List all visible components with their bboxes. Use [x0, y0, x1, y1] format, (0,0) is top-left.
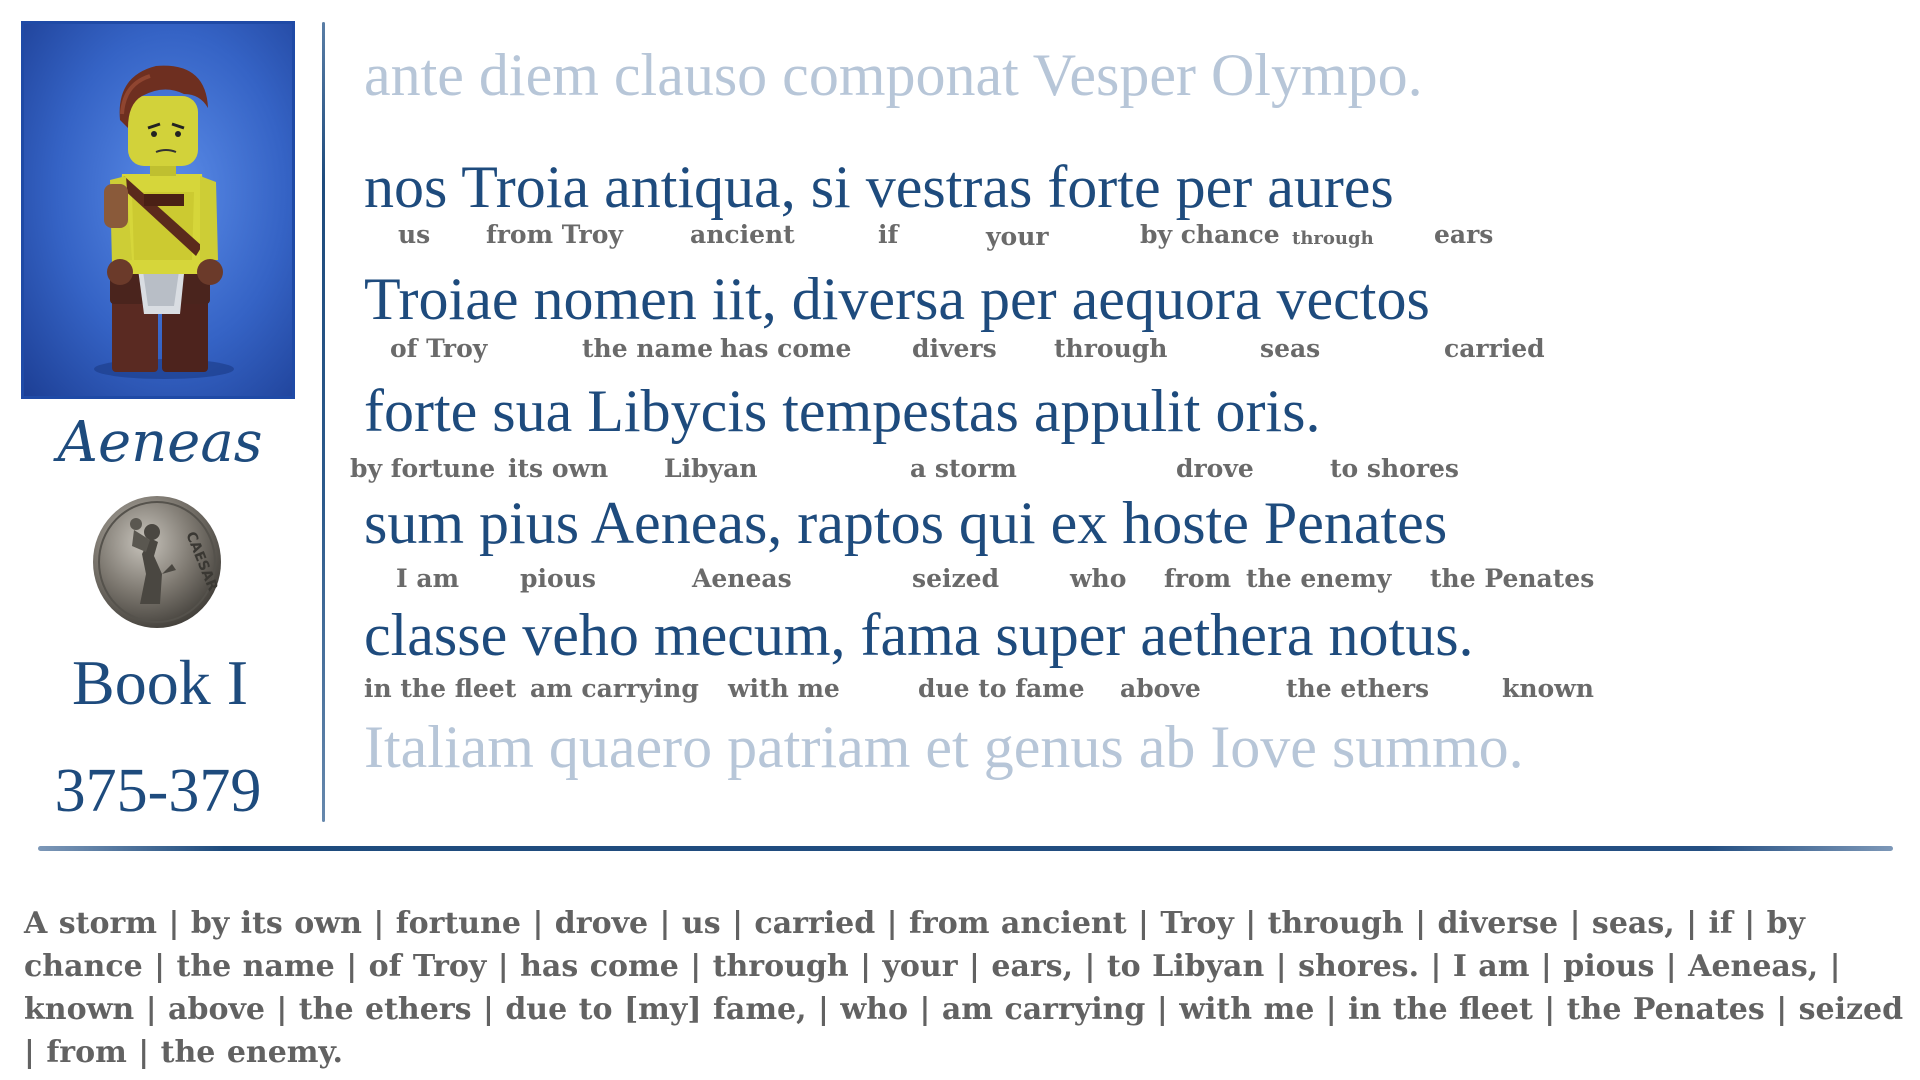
- gloss: Aeneas: [692, 564, 792, 593]
- gloss: its own: [508, 454, 609, 483]
- gloss: carried: [1444, 334, 1545, 363]
- verse-line-377: forte sua Libycis tempestas appulit oris.: [364, 378, 1321, 444]
- gloss: drove: [1176, 454, 1254, 483]
- minifigure-image: [24, 24, 292, 396]
- gloss: am carrying: [530, 674, 699, 703]
- gloss: through: [1054, 334, 1168, 363]
- gloss: us: [398, 220, 431, 249]
- gloss: the Penates: [1430, 564, 1595, 593]
- gloss: I am: [396, 564, 460, 593]
- gloss: pious: [520, 564, 596, 593]
- gloss: due to fame: [918, 674, 1085, 703]
- gloss: by fortune: [350, 454, 496, 483]
- verse-line-375: nos Troia antiqua, si vestras forte per aures: [364, 154, 1394, 220]
- gloss: by chance: [1140, 220, 1280, 249]
- aeneas-portrait: [24, 24, 292, 396]
- horizontal-divider: [38, 846, 1893, 851]
- coin-inscription: CAESAR: [182, 529, 221, 594]
- vertical-divider: [322, 22, 325, 822]
- gloss: through: [1292, 228, 1374, 249]
- gloss: to shores: [1330, 454, 1460, 483]
- gloss: from Troy: [486, 220, 623, 249]
- verse-line-379: classe veho mecum, fama super aethera notus.: [364, 602, 1474, 668]
- book-label: Book I: [72, 647, 248, 718]
- gloss: from: [1164, 564, 1232, 593]
- gloss: the ethers: [1286, 674, 1430, 703]
- gloss: ears: [1434, 220, 1494, 249]
- verse-line-378: sum pius Aeneas, raptos qui ex hoste Penates: [364, 490, 1448, 556]
- gloss: divers: [912, 334, 997, 363]
- gloss: the enemy: [1246, 564, 1392, 593]
- gloss: the name: [582, 334, 714, 363]
- verse-line-376: Troiae nomen iit, diversa per aequora vectos: [364, 266, 1430, 332]
- context-line-before: ante diem clauso componat Vesper Olympo.: [364, 42, 1423, 108]
- gloss: a storm: [910, 454, 1017, 483]
- line-range: 375-379: [54, 757, 262, 825]
- gloss: in the fleet: [364, 674, 517, 703]
- gloss: seized: [912, 564, 1000, 593]
- gloss: your: [986, 222, 1049, 251]
- gloss: ancient: [690, 220, 795, 249]
- gloss: with me: [728, 674, 840, 703]
- gloss: if: [878, 220, 899, 249]
- gloss: known: [1502, 674, 1594, 703]
- english-translation: A storm | by its own | fortune | drove | us | carried | from ancient | Troy | through | diverse | seas, | if | by chance | the name | of Troy | has come | through | your | ears, | to Libyan | shores. | I am | pious | Aeneas, | known | above | the ethers | due to [my] fame, | who | am carrying | with me | in the fleet | the Penates | seized | from | the enemy.: [24, 906, 1904, 1070]
- context-line-after: Italiam quaero patriam et genus ab Iove summo.: [364, 714, 1524, 780]
- gloss: Libyan: [664, 454, 758, 483]
- character-name: Aeneas: [57, 410, 263, 475]
- gloss: who: [1070, 564, 1127, 593]
- roman-coin-image: [90, 494, 224, 630]
- gloss: of Troy: [390, 334, 488, 363]
- gloss: has come: [720, 334, 852, 363]
- sidebar: [0, 0, 320, 830]
- gloss: seas: [1260, 334, 1321, 363]
- gloss: above: [1120, 674, 1201, 703]
